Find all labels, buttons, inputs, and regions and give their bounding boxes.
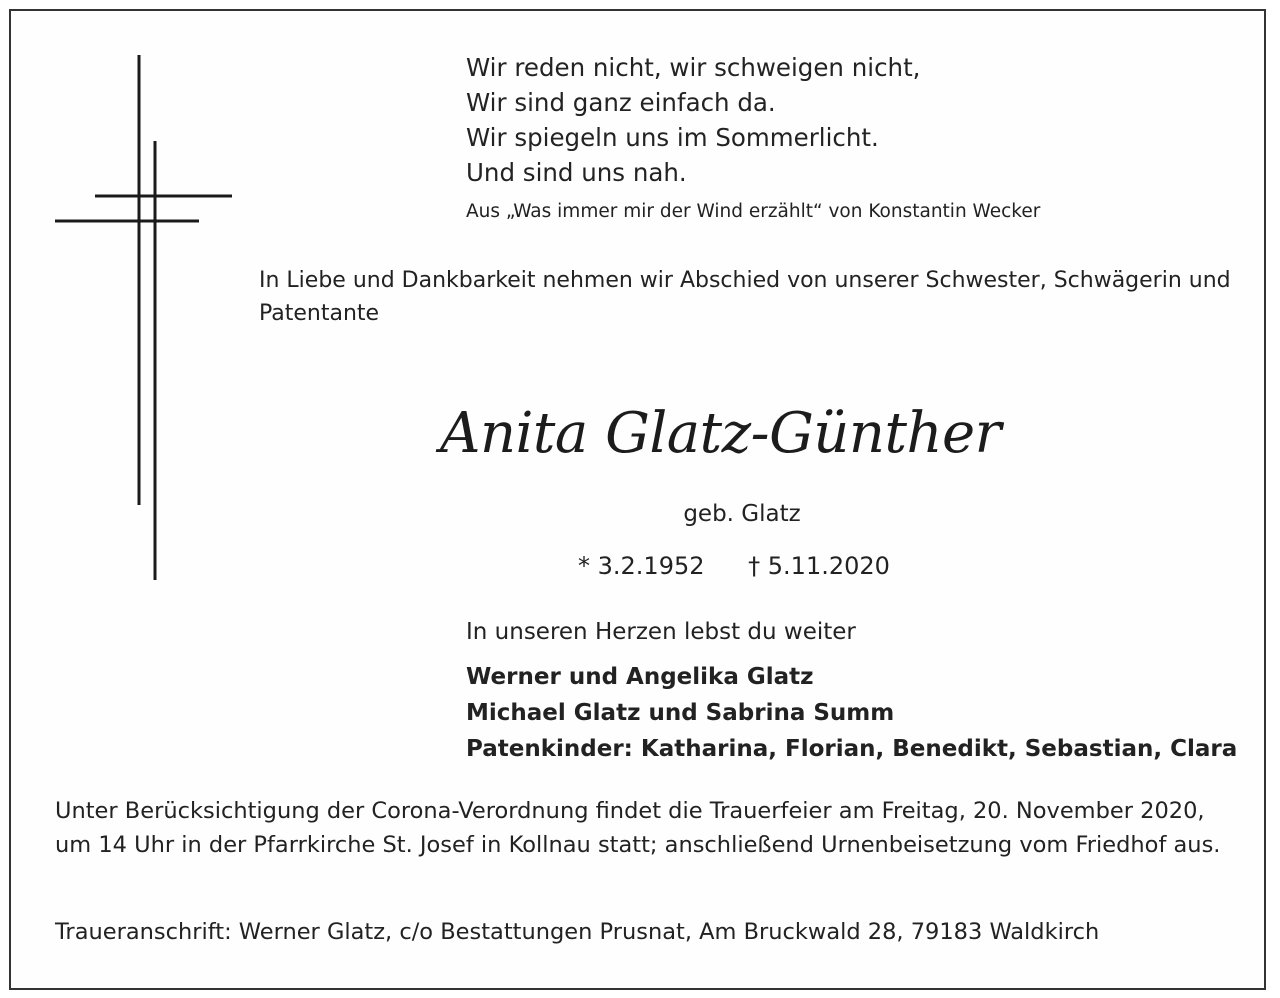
mourner-entry: Werner und Angelika Glatz: [466, 664, 814, 690]
birth-name: geb. Glatz: [683, 501, 801, 527]
mourners-list: [466, 659, 1237, 767]
poem-source: Aus „Was immer mir der Wind erzählt“ von Konstantin Wecker: [466, 201, 1041, 222]
life-dates: [578, 548, 890, 584]
funeral-info: Unter Berücksichtigung der Corona-Verordnung findet die Trauerfeier am Freitag, 20. November 2020, um 14 Uhr in der Pfarrkirche St. Josef in Kollnau statt; anschließend Urnenbeisetzung vom Friedhof aus.: [55, 798, 1221, 858]
poem-line: Wir spiegeln uns im Sommerlicht.: [466, 123, 879, 152]
memorial-phrase: In unseren Herzen lebst du weiter: [466, 619, 856, 645]
poem: [466, 50, 1226, 226]
poem-line: Wir sind ganz einfach da.: [466, 88, 776, 117]
poem-line: Wir reden nicht, wir schweigen nicht,: [466, 53, 921, 82]
poem-line: Und sind uns nah.: [466, 158, 687, 187]
mourner-entry: Patenkinder: Katharina, Florian, Benedikt, Sebastian, Clara: [466, 736, 1238, 762]
deceased-name: Anita Glatz-Günther: [440, 401, 1001, 466]
death-date: † 5.11.2020: [748, 552, 890, 580]
mourner-entry: Michael Glatz und Sabrina Summ: [466, 700, 895, 726]
birth-date: * 3.2.1952: [578, 552, 705, 580]
mourning-address: Traueranschrift: Werner Glatz, c/o Bestattungen Prusnat, Am Bruckwald 28, 79183 Waldkirch: [55, 919, 1100, 945]
farewell-text: In Liebe und Dankbarkeit nehmen wir Abschied von unserer Schwester, Schwägerin und Patentante: [259, 268, 1231, 326]
